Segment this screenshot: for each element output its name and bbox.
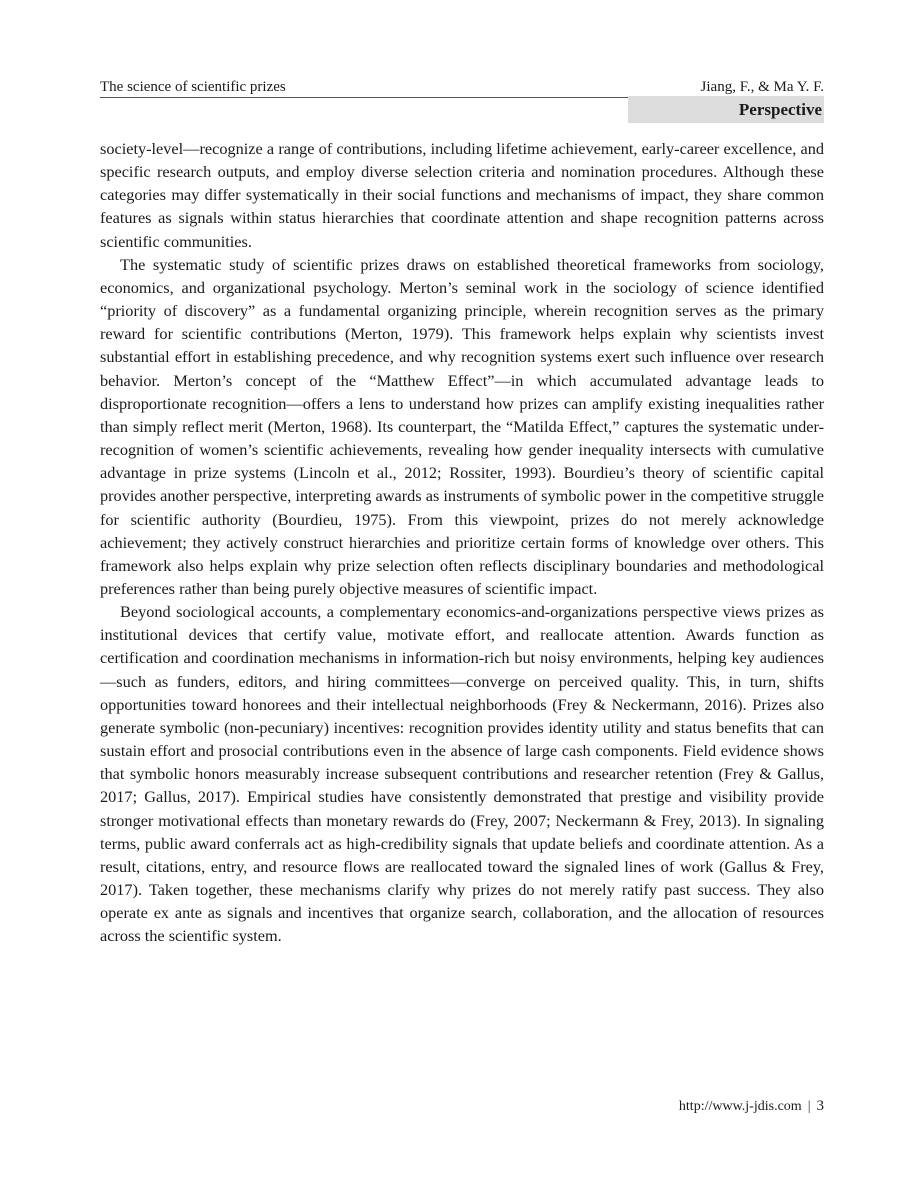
footer-separator: | xyxy=(807,1099,811,1114)
paragraph: The systematic study of scientific prizes draws on established theoretical frameworks from sociology, economics, and organizational psychology. Merton’s seminal work in the sociology of science identified “priority of discovery” as a fundamental organizing principle, wherein recognition serves as the primary reward for scientific contributions (Merton, 1979). This framework helps explain why scientists invest substantial effort in establishing precedence, and why recognition systems exert such influence over research behavior. Merton’s concept of the “Matthew Effect”—in which accumulated advantage leads to disproportionate recognition—offers a lens to understand how prizes can amplify existing inequalities rather than simply reflect merit (Merton, 1968). Its counterpart, the “Matilda Effect,” captures the systematic under-recognition of women’s scientific achievements, revealing how gender inequality intersects with cumulative advantage in prize systems (Lincoln et al., 2012; Rossiter, 1993). Bourdieu’s theory of scientific capital provides another perspective, interpreting awards as instruments of symbolic power in the competitive struggle for scientific authority (Bourdieu, 1975). From this viewpoint, prizes do not merely acknowledge achievement; they actively construct hierarchies and prioritize certain forms of knowledge over others. This framework also helps explain why prize selection often reflects disciplinary boundaries and methodological preferences rather than being purely objective measures of scientific impact. xyxy=(100,254,824,598)
running-title: The science of scientific prizes xyxy=(100,79,286,95)
page-number: 3 xyxy=(816,1098,824,1114)
paragraph: society-level—recognize a range of contributions, including lifetime achievement, early-career excellence, and specific research outputs, and employ diverse selection criteria and nomination procedures. Although these categories may differ systematically in their social functions and mechanisms of impact, they share common features as signals within status hierarchies that coordinate attention and shape recognition patterns across scientific communities. xyxy=(100,139,824,251)
body-text xyxy=(100,137,824,947)
authors: Jiang, F., & Ma Y. F. xyxy=(700,79,824,95)
section-label: Perspective xyxy=(628,96,824,123)
header-rule xyxy=(100,97,628,98)
journal-url[interactable]: http://www.j-jdis.com xyxy=(678,1099,802,1114)
paragraph: Beyond sociological accounts, a complementary economics-and-organizations perspective views prizes as institutional devices that certify value, motivate effort, and reallocate attention. Awards function as certification and coordination mechanisms in information-rich but noisy environments, helping key audiences—such as funders, editors, and hiring committees—converge on perceived quality. This, in turn, shifts opportunities toward honorees and their intellectual neighborhoods (Frey & Neckermann, 2016). Prizes also generate symbolic (non-pecuniary) incentives: recognition provides identity utility and status benefits that can sustain effort and prosocial contributions even in the absence of large cash components. Field evidence shows that symbolic honors measurably increase subsequent contributions and researcher retention (Frey & Gallus, 2017; Gallus, 2017). Empirical studies have consistently demonstrated that prestige and visibility provide stronger motivational effects than monetary rewards do (Frey, 2007; Neckermann & Frey, 2013). In signaling terms, public award conferrals act as high-credibility signals that update beliefs and coordinate attention. As a result, citations, entry, and resource flows are reallocated toward the signaled lines of work (Gallus & Frey, 2017). Taken together, these mechanisms clarify why prizes do not merely ratify past success. They also operate ex ante as signals and incentives that organize search, collaboration, and the allocation of resources across the scientific system. xyxy=(100,602,824,946)
page-footer xyxy=(679,1097,824,1116)
